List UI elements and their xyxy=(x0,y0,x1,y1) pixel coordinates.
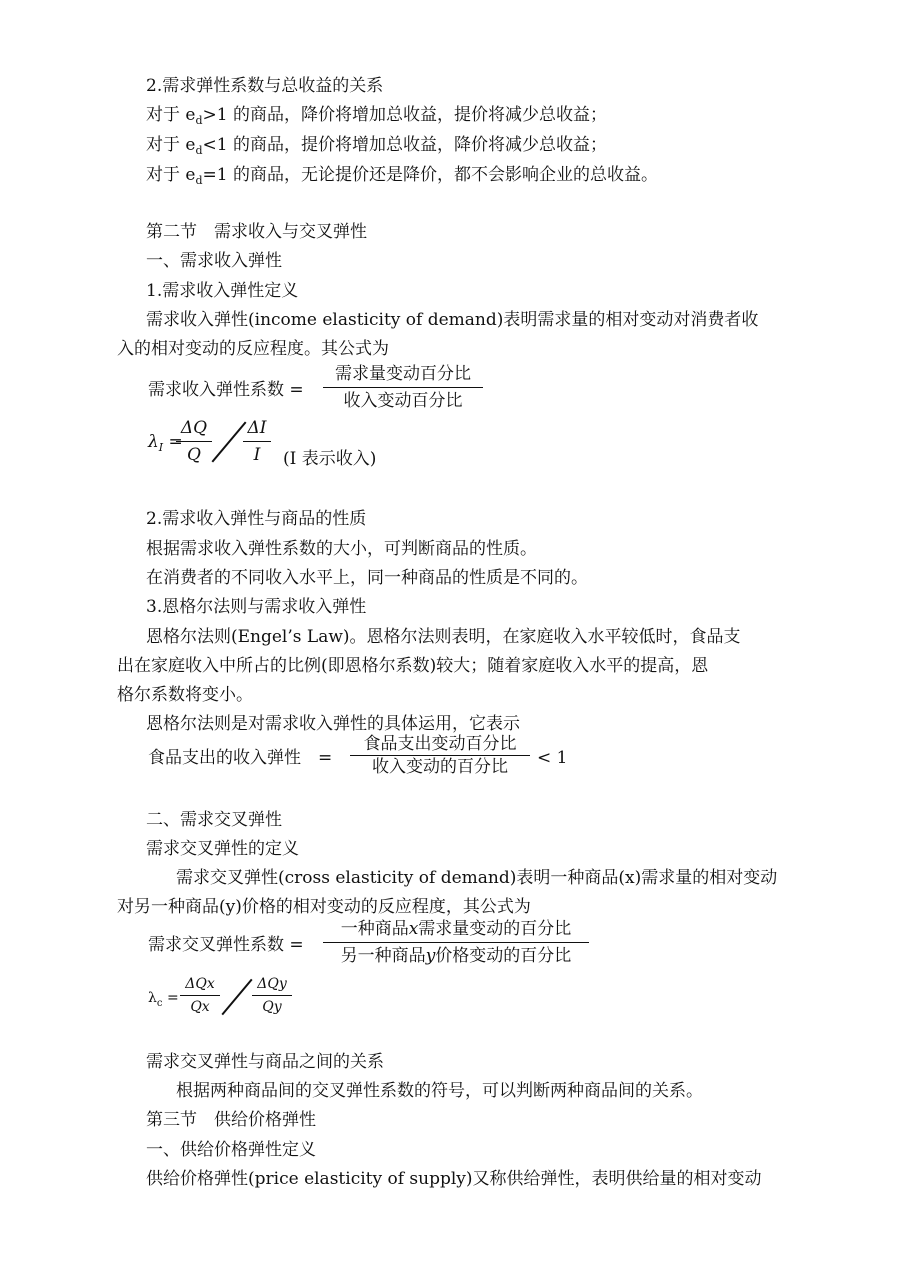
subscript: d xyxy=(195,174,203,187)
numerator: ΔQy xyxy=(257,976,287,992)
section-heading: 第三节 供给价格弹性 xyxy=(146,1110,316,1130)
text-part: 对于 e xyxy=(146,135,196,155)
formula-fraction xyxy=(180,974,220,1017)
division-slash xyxy=(221,979,252,1016)
text-part: <1 的商品，提价将增加总收益，降价将减少总收益； xyxy=(202,135,607,155)
numerator xyxy=(323,917,589,941)
equals-sign: = xyxy=(166,990,179,1006)
subheading: 2.需求收入弹性与商品的性质 xyxy=(146,509,367,529)
heading: 一、需求收入弹性 xyxy=(146,251,282,271)
denominator: Qy xyxy=(262,999,282,1015)
fraction-bar xyxy=(243,441,271,442)
paragraph-line: 供给价格弹性(price elasticity of supply)又称供给弹性，表明供给量的相对变动 xyxy=(146,1169,762,1189)
denominator xyxy=(323,944,589,968)
subheading: 1.需求收入弹性定义 xyxy=(146,281,299,301)
paragraph-line: 需求收入弹性(income elasticity of demand)表明需求量的相对变动对消费者收 xyxy=(146,310,759,330)
denominator: Qx xyxy=(190,999,210,1015)
numerator: ΔQx xyxy=(185,976,215,992)
numerator: ΔQ xyxy=(180,418,208,438)
lambda-symbol: λ xyxy=(148,432,159,452)
section-heading: 第二节 需求收入与交叉弹性 xyxy=(146,222,367,242)
lambda-symbol: λ xyxy=(148,990,157,1006)
subscript: I xyxy=(158,441,164,454)
formula-fraction xyxy=(176,416,212,467)
text-part: 另一种商品 xyxy=(340,946,426,966)
subscript: c xyxy=(156,998,163,1009)
formula-fraction xyxy=(323,362,483,413)
subheading: 3.恩格尔法则与需求收入弹性 xyxy=(146,597,367,617)
numerator: ΔI xyxy=(247,418,267,438)
fraction-bar xyxy=(350,755,530,756)
fraction-bar xyxy=(180,995,220,996)
text-part: =1 的商品，无论提价还是降价，都不会影响企业的总收益。 xyxy=(202,165,658,185)
numerator: 需求量变动百分比 xyxy=(335,364,471,384)
paragraph-line: 根据两种商品间的交叉弹性系数的符号，可以判断两种商品间的关系。 xyxy=(176,1081,703,1101)
variable: y xyxy=(425,946,436,966)
text-part: >1 的商品，降价将增加总收益，提价将减少总收益； xyxy=(202,105,607,125)
division-slash xyxy=(212,421,247,462)
paragraph-line: 出在家庭收入中所占的比例(即恩格尔系数)较大；随着家庭收入水平的提高，恩 xyxy=(117,656,709,676)
heading: 一、供给价格弹性定义 xyxy=(146,1140,316,1160)
denominator: 收入变动的百分比 xyxy=(372,757,508,777)
text-part: 对于 e xyxy=(146,165,196,185)
denominator: 收入变动百分比 xyxy=(343,391,463,411)
text-part: 需求量变动的百分比 xyxy=(418,919,572,939)
subheading: 需求交叉弹性的定义 xyxy=(146,839,299,859)
heading: 二、需求交叉弹性 xyxy=(146,810,282,830)
variable: x xyxy=(408,919,419,939)
paragraph-line: 对另一种商品(y)价格的相对变动的反应程度，其公式为 xyxy=(117,897,531,917)
formula-label: 食品支出的收入弹性 = xyxy=(148,748,333,768)
denominator: I xyxy=(253,445,261,465)
formula-note: (I 表示收入) xyxy=(283,449,377,469)
equals-sign: = xyxy=(168,432,183,452)
fraction-bar xyxy=(323,942,589,943)
formula-fraction xyxy=(252,974,292,1017)
paragraph-line: 根据需求收入弹性系数的大小，可判断商品的性质。 xyxy=(146,539,537,559)
formula-tail: < 1 xyxy=(537,748,568,768)
fraction-bar xyxy=(176,441,212,442)
formula-fraction xyxy=(323,917,589,968)
formula-fraction xyxy=(243,416,271,467)
subscript: d xyxy=(195,144,203,157)
subsection-title: 2.需求弹性系数与总收益的关系 xyxy=(146,76,384,96)
subheading: 需求交叉弹性与商品之间的关系 xyxy=(146,1052,384,1072)
paragraph-line: 入的相对变动的反应程度。其公式为 xyxy=(117,339,389,359)
text-line xyxy=(146,133,607,159)
formula-label: 需求交叉弹性系数 = xyxy=(148,935,304,955)
numerator: 食品支出变动百分比 xyxy=(363,734,517,754)
paragraph-line: 需求交叉弹性(cross elasticity of demand)表明一种商品(x)需求量的相对变动 xyxy=(176,868,778,888)
paragraph-line: 恩格尔法则是对需求收入弹性的具体运用，它表示 xyxy=(146,714,520,734)
text-line xyxy=(146,163,658,189)
paragraph-line: 格尔系数将变小。 xyxy=(117,685,253,705)
subscript: d xyxy=(195,114,203,127)
formula-fraction xyxy=(350,734,530,777)
denominator: Q xyxy=(187,445,201,465)
formula-label: 需求收入弹性系数 = xyxy=(148,380,304,400)
text-part: 价格变动的百分比 xyxy=(435,946,572,966)
fraction-bar xyxy=(252,995,292,996)
paragraph-line: 恩格尔法则(Engel’s Law)。恩格尔法则表明，在家庭收入水平较低时，食品支 xyxy=(146,627,741,647)
text-part: 对于 e xyxy=(146,105,196,125)
paragraph-line: 在消费者的不同收入水平上，同一种商品的性质是不同的。 xyxy=(146,568,588,588)
fraction-bar xyxy=(323,387,483,388)
text-part: 一种商品 xyxy=(340,919,409,939)
text-line xyxy=(146,103,607,129)
formula-lhs xyxy=(148,986,179,1012)
